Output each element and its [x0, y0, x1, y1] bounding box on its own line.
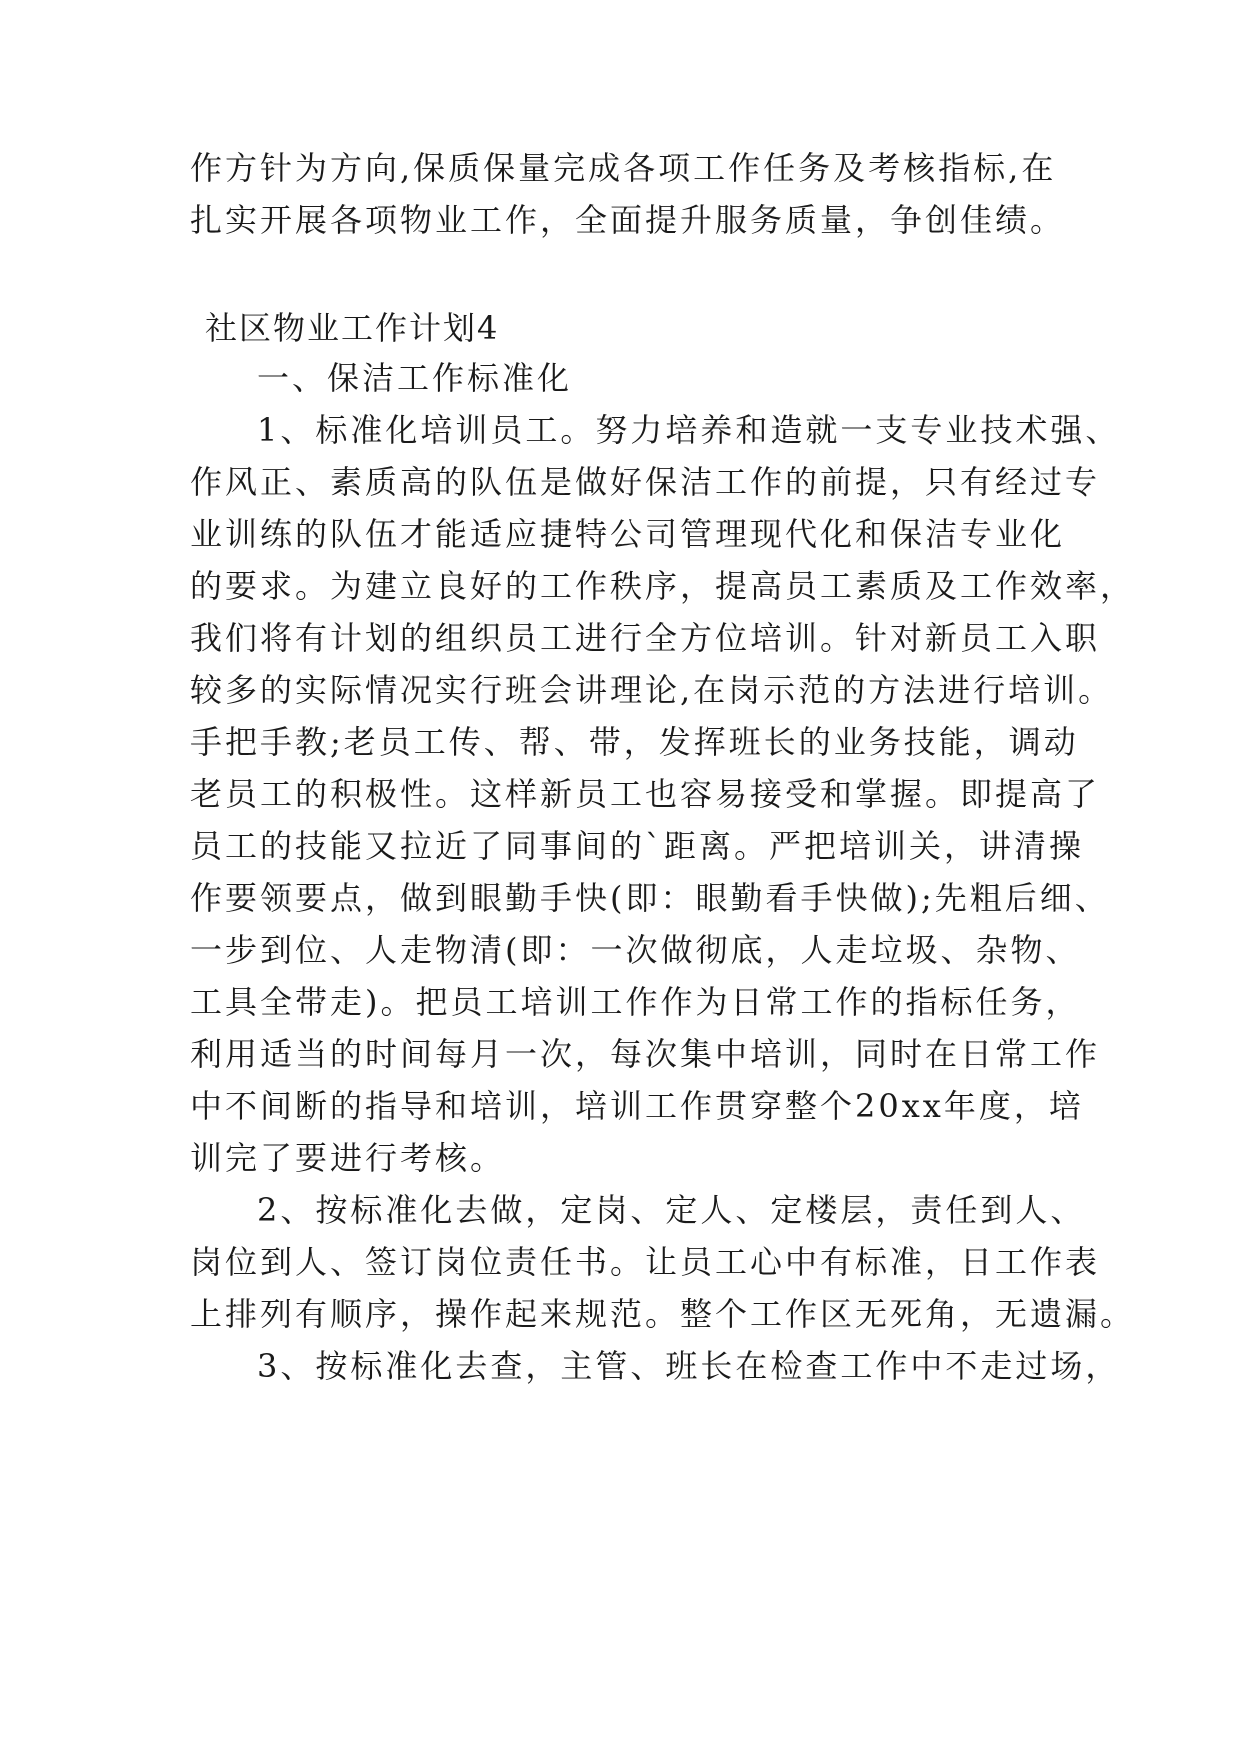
paragraph-line: 作要领要点，做到眼勤手快(即：眼勤看手快做);先粗后细、	[190, 879, 1110, 917]
paragraph-line: 一步到位、人走物清(即：一次做彻底，人走垃圾、杂物、	[190, 931, 1081, 969]
paragraph-line: 上排列有顺序，操作起来规范。整个工作区无死角，无遗漏。	[190, 1295, 1136, 1333]
paragraph-line: 岗位到人、签订岗位责任书。让员工心中有标准，日工作表	[190, 1243, 1101, 1281]
paragraph-line: 中不间断的指导和培训，培训工作贯穿整个20xx年度，培	[190, 1087, 1084, 1125]
paragraph-line: 我们将有计划的组织员工进行全方位培训。针对新员工入职	[190, 619, 1101, 657]
intro-line: 作方针为方向,保质保量完成各项工作任务及考核指标,在	[190, 149, 1057, 187]
paragraph-line: 员工的技能又拉近了同事间的`距离。严把培训关，讲清操	[190, 827, 1085, 865]
paragraph-line: 3、按标准化去查，主管、班长在检查工作中不走过场，	[257, 1347, 1121, 1385]
paragraph-line: 工具全带走)。把员工培训工作作为日常工作的指标任务，	[190, 983, 1081, 1021]
section-title: 社区物业工作计划4	[205, 309, 500, 347]
paragraph-line: 利用适当的时间每月一次，每次集中培训，同时在日常工作	[190, 1035, 1101, 1073]
paragraph-line: 训完了要进行考核。	[190, 1139, 506, 1177]
paragraph-line: 业训练的队伍才能适应捷特公司管理现代化和保洁专业化	[190, 515, 1066, 553]
subheading: 一、保洁工作标准化	[257, 359, 573, 397]
paragraph-line: 1、标准化培训员工。努力培养和造就一支专业技术强、	[257, 411, 1121, 449]
paragraph-line: 老员工的积极性。这样新员工也容易接受和掌握。即提高了	[190, 775, 1101, 813]
paragraph-line: 手把手教;老员工传、帮、带，发挥班长的业务技能，调动	[190, 723, 1079, 761]
paragraph-line: 较多的实际情况实行班会讲理论,在岗示范的方法进行培训。	[190, 671, 1114, 709]
paragraph-line: 的要求。为建立良好的工作秩序，提高员工素质及工作效率，	[190, 567, 1136, 605]
paragraph-line: 2、按标准化去做，定岗、定人、定楼层，责任到人、	[257, 1191, 1086, 1229]
paragraph-line: 作风正、素质高的队伍是做好保洁工作的前提，只有经过专	[190, 463, 1101, 501]
intro-line: 扎实开展各项物业工作，全面提升服务质量，争创佳绩。	[190, 201, 1066, 239]
